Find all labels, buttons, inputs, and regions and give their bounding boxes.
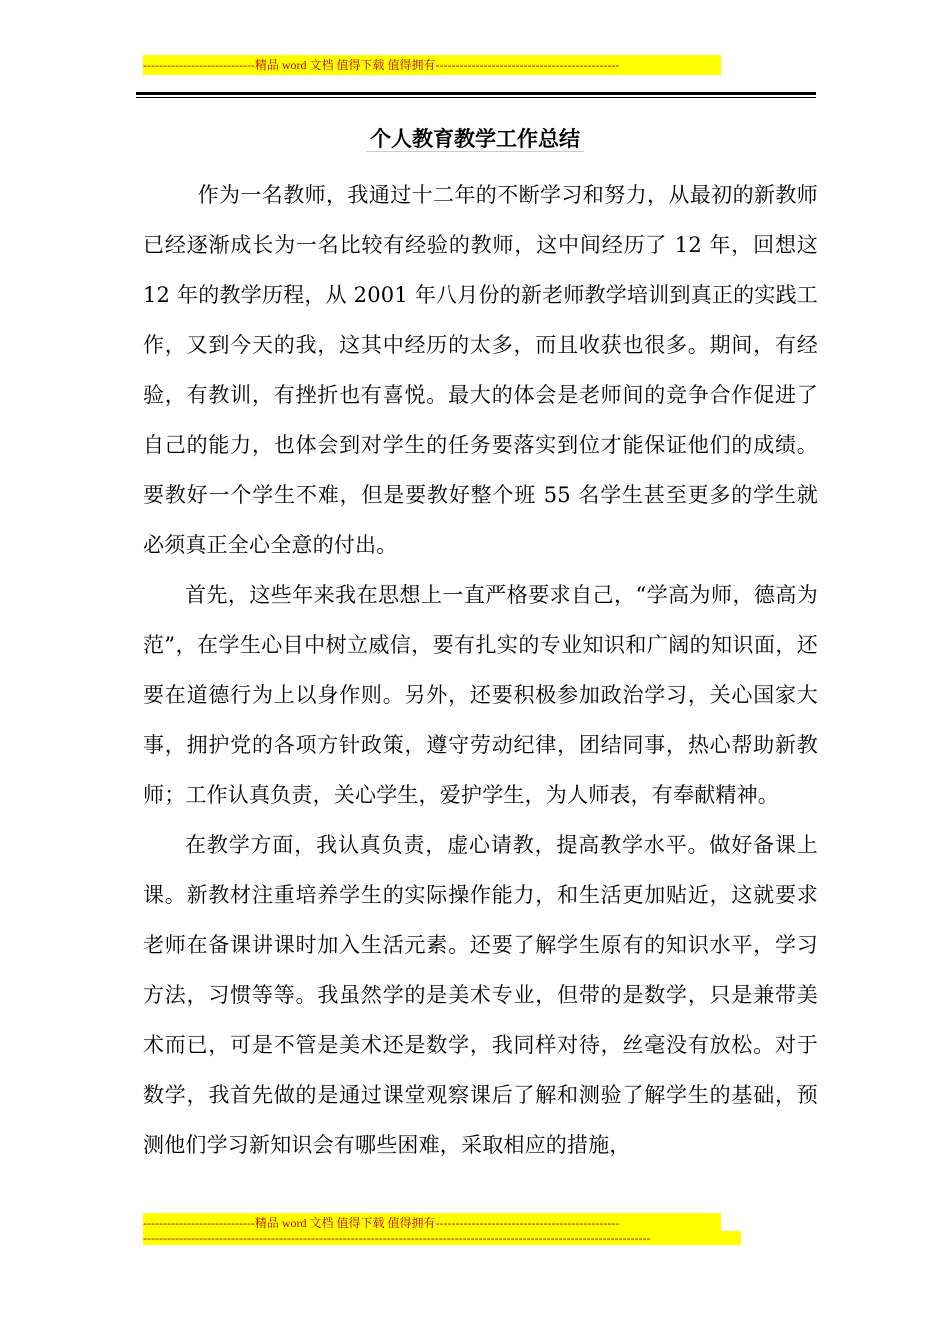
paragraph: 作为一名教师，我通过十二年的不断学习和努力，从最初的新教师已经逐渐成长为一名比较有经验的教师，这中间经历了 12 年，回想这 12 年的教学历程，从 2001 年八月份的新老师教学培训到真正的实践工作，又到今天的我，这其中经历的太多，而且收获也很多。期间，有经验，有教训，有挫折也有喜悦。最大的体会是老师间的竞争合作促进了自己的能力，也体会到对学生的任务要落实到位才能保证他们的成绩。要教好一个学生不难，但是要教好整个班 55 名学生甚至更多的学生就必须真正全心全意的付出。 <box>143 183 818 557</box>
document-title-row <box>0 124 950 154</box>
header-rule <box>136 92 816 95</box>
header-rule-thin <box>136 97 816 98</box>
footer-banner-dashes: ------------------------------------------------------------------------------------------------------------------------------- <box>143 1231 741 1245</box>
header-banner: ----------------------------精品 word 文档 值得下载 值得拥有---------------------------------------------- <box>143 55 721 75</box>
paragraph: 在教学方面，我认真负责，虚心请教，提高教学水平。做好备课上课。新教材注重培养学生的实际操作能力，和生活更加贴近，这就要求老师在备课讲课时加入生活元素。还要了解学生原有的知识水平，学习方法，习惯等等。我虽然学的是美术专业，但带的是数学，只是兼带美术而已，可是不管是美术还是数学，我同样对待，丝毫没有放松。对于数学，我首先做的是通过课堂观察课后了解和测验了解学生的基础，预测他们学习新知识会有哪些困难，采取相应的措施， <box>143 833 818 1157</box>
document-title: 个人教育教学工作总结 <box>366 126 584 152</box>
footer-banner: ----------------------------精品 word 文档 值得下载 值得拥有---------------------------------------------- <box>143 1213 721 1233</box>
paragraph: 首先，这些年来我在思想上一直严格要求自己，“学高为师，德高为范”，在学生心目中树立威信，要有扎实的专业知识和广阔的知识面，还要在道德行为上以身作则。另外，还要积极参加政治学习，关心国家大事，拥护党的各项方针政策，遵守劳动纪律，团结同事，热心帮助新教师；工作认真负责，关心学生，爱护学生，为人师表，有奉献精神。 <box>143 583 818 807</box>
document-body <box>143 170 818 1170</box>
